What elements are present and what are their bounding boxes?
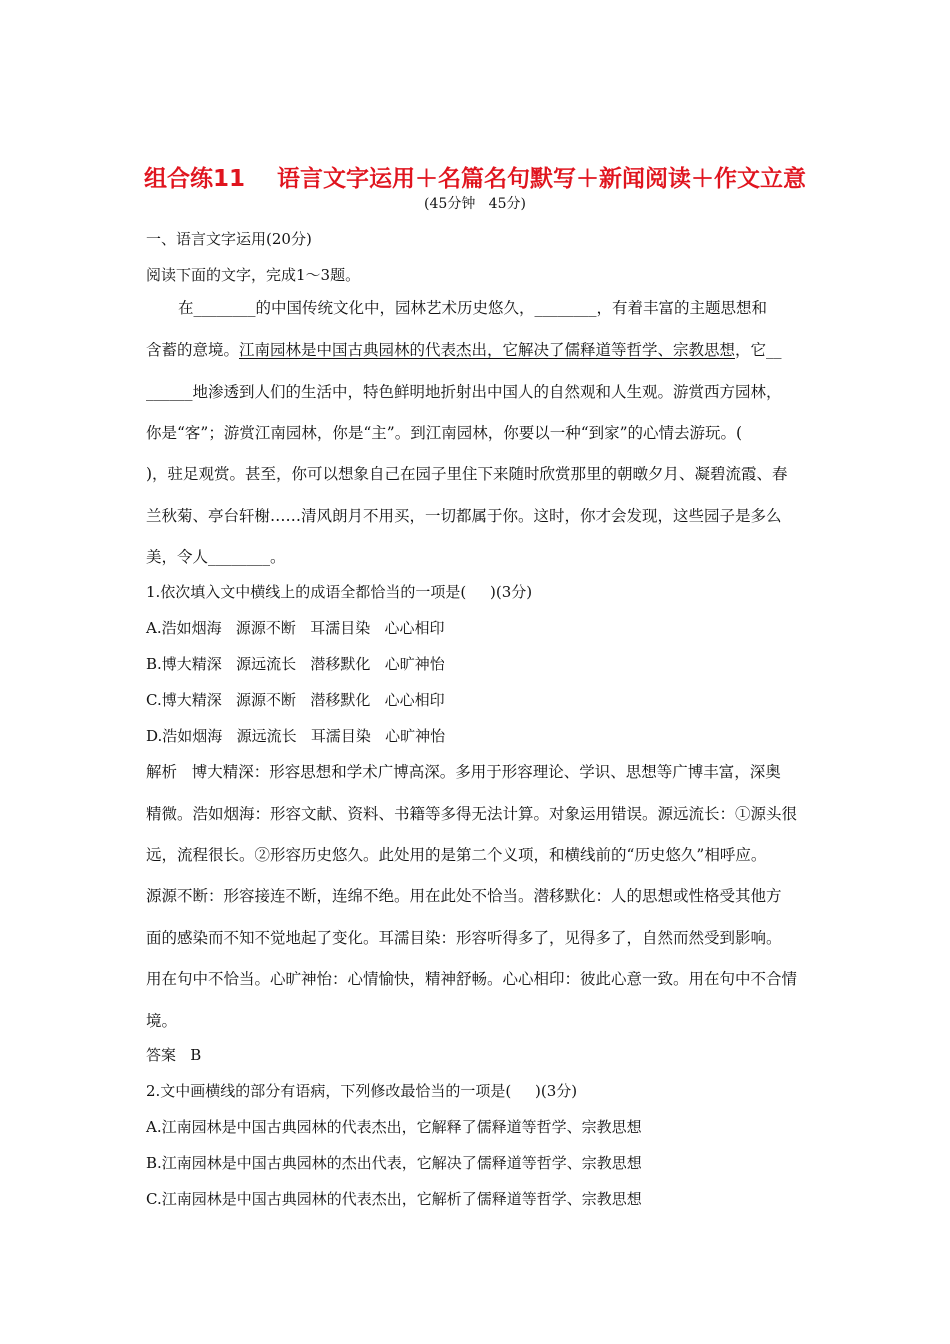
question-1-stem: 1.依次填入文中横线上的成语全都恰当的一项是( )(3分): [146, 583, 533, 601]
passage-text: 含蓄的意境。: [146, 341, 240, 359]
question-1-option: D.浩如烟海 源远流长 耳濡目染 心旷神怡: [146, 727, 446, 745]
passage-line: )，驻足观赏。甚至，你可以想象自己在园子里住下来随时欣赏那里的朝暾夕月、凝碧流霞、春: [146, 465, 788, 483]
passage-line: 兰秋菊、亭台轩榭……清风朗月不用买，一切都属于你。这时，你才会发现，这些园子是多么: [146, 507, 782, 525]
section-heading: 一、语言文字运用(20分): [146, 230, 312, 248]
question-1-option: C.博大精深 源源不断 潜移默化 心心相印: [146, 691, 445, 709]
question-2-option: C.江南园林是中国古典园林的代表杰出，它解析了儒释道等哲学、宗教思想: [146, 1190, 642, 1208]
question-2-stem: 2.文中画横线的部分有语病，下列修改最恰当的一项是( )(3分): [146, 1082, 578, 1100]
passage-line: 美，令人________。: [146, 548, 286, 566]
passage-line: [146, 340, 782, 360]
analysis-line: 解析 博大精深：形容思想和学术广博高深。多用于形容理论、学识、思想等广博丰富，深奥: [146, 763, 781, 781]
question-2-option: A.江南园林是中国古典园林的代表杰出，它解释了儒释道等哲学、宗教思想: [146, 1118, 642, 1136]
analysis-line: 精微。浩如烟海：形容文献、资料、书籍等多得无法计算。对象运用错误。源远流长：①源头很: [146, 805, 798, 823]
analysis-line: 源源不断：形容接连不断，连绵不绝。用在此处不恰当。潜移默化：人的思想或性格受其他方: [146, 887, 782, 905]
time-score-subtitle: (45分钟 45分): [424, 196, 526, 212]
reading-instruction: 阅读下面的文字，完成1～3题。: [146, 266, 361, 284]
analysis-line: 境。: [146, 1012, 178, 1030]
question-2-option: B.江南园林是中国古典园林的杰出代表，它解决了儒释道等哲学、宗教思想: [146, 1154, 642, 1172]
passage-line: 你是“客”；游赏江南园林，你是“主”。到江南园林，你要以一种“到家”的心情去游玩。(: [146, 424, 743, 442]
page-title: 组合练11 语言文字运用＋名篇名句默写＋新闻阅读＋作文立意: [143, 166, 807, 192]
question-1-answer: 答案 B: [146, 1046, 202, 1064]
question-1-option: B.博大精深 源远流长 潜移默化 心旷神怡: [146, 655, 445, 673]
passage-line: ______地渗透到人们的生活中，特色鲜明地折射出中国人的自然观和人生观。游赏西方园林，: [146, 383, 782, 401]
question-1-option: A.浩如烟海 源源不断 耳濡目染 心心相印: [146, 619, 445, 637]
underlined-sentence: 江南园林是中国古典园林的代表杰出，它解决了儒释道等哲学、宗教思想: [239, 341, 736, 359]
passage-line: 在________的中国传统文化中，园林艺术历史悠久，________，有着丰富的主题思想和: [178, 299, 768, 317]
analysis-line: 用在句中不恰当。心旷神怡：心情愉快，精神舒畅。心心相印：彼此心意一致。用在句中不合情: [146, 970, 798, 988]
analysis-line: 面的感染而不知不觉地起了变化。耳濡目染：形容听得多了，见得多了，自然而然受到影响。: [146, 929, 782, 947]
passage-text: ，它__: [735, 341, 782, 359]
analysis-line: 远，流程很长。②形容历史悠久。此处用的是第二个义项，和横线前的“历史悠久”相呼应。: [146, 846, 767, 864]
